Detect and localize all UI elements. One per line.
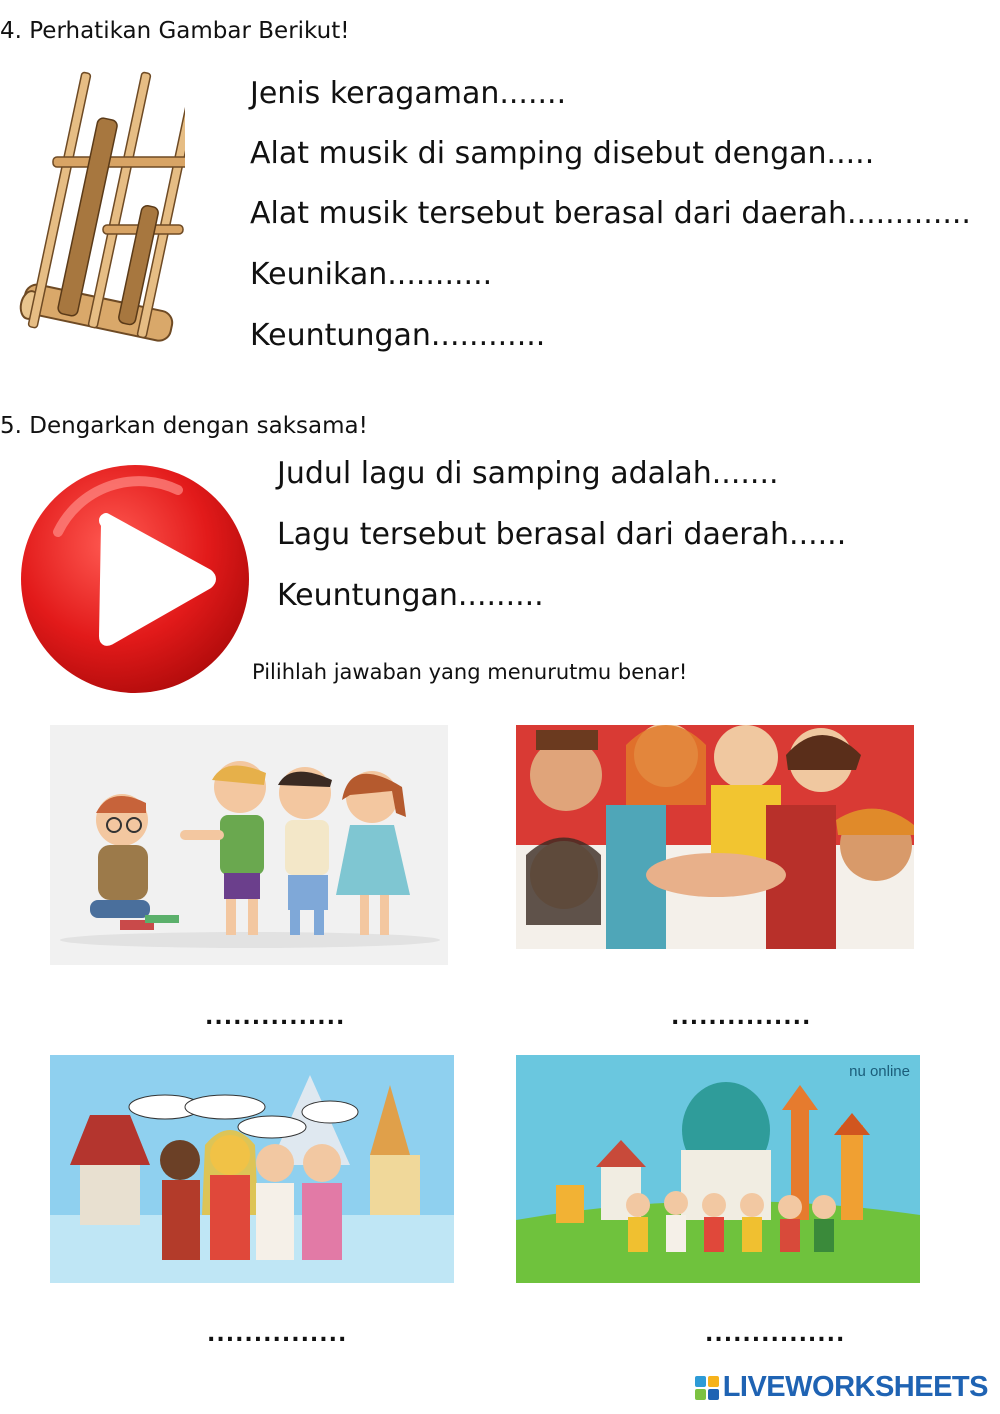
regional-language-children-illustration — [50, 1055, 454, 1283]
unity-hands-illustration — [516, 725, 914, 949]
instruction-text: Pilihlah jawaban yang menurutmu benar! — [252, 660, 688, 684]
question-5a: Judul lagu di samping adalah....... — [277, 456, 779, 491]
logo-squares-icon — [695, 1376, 719, 1400]
liveworksheets-logo — [695, 1371, 988, 1404]
question-4a: Jenis keragaman....... — [250, 76, 567, 111]
question-4d: Keunikan........... — [250, 257, 493, 292]
question-4c: Alat musik tersebut berasal dari daerah............. — [250, 196, 971, 231]
answer-blank-3[interactable]: ............... — [207, 1322, 348, 1347]
answer-blank-2[interactable]: ............... — [671, 1005, 812, 1030]
angklung-icon — [15, 65, 185, 365]
nu-online-watermark: nu online — [849, 1063, 910, 1080]
logo-text: LIVEWORKSHEETS — [722, 1371, 988, 1403]
question-4e: Keuntungan............ — [250, 318, 546, 353]
section-5-heading: 5. Dengarkan dengan saksama! — [0, 413, 368, 439]
section-4-heading: 4. Perhatikan Gambar Berikut! — [0, 18, 350, 44]
question-5b: Lagu tersebut berasal dari daerah...... — [277, 517, 847, 552]
bullying-children-illustration — [50, 725, 448, 965]
religious-diversity-illustration — [516, 1055, 920, 1283]
answer-blank-1[interactable]: ............... — [205, 1005, 346, 1030]
question-5c: Keuntungan......... — [277, 578, 544, 613]
answer-blank-4[interactable]: ............... — [705, 1322, 846, 1347]
question-4b: Alat musik di samping disebut dengan..... — [250, 136, 875, 171]
play-button-icon[interactable] — [18, 462, 252, 696]
